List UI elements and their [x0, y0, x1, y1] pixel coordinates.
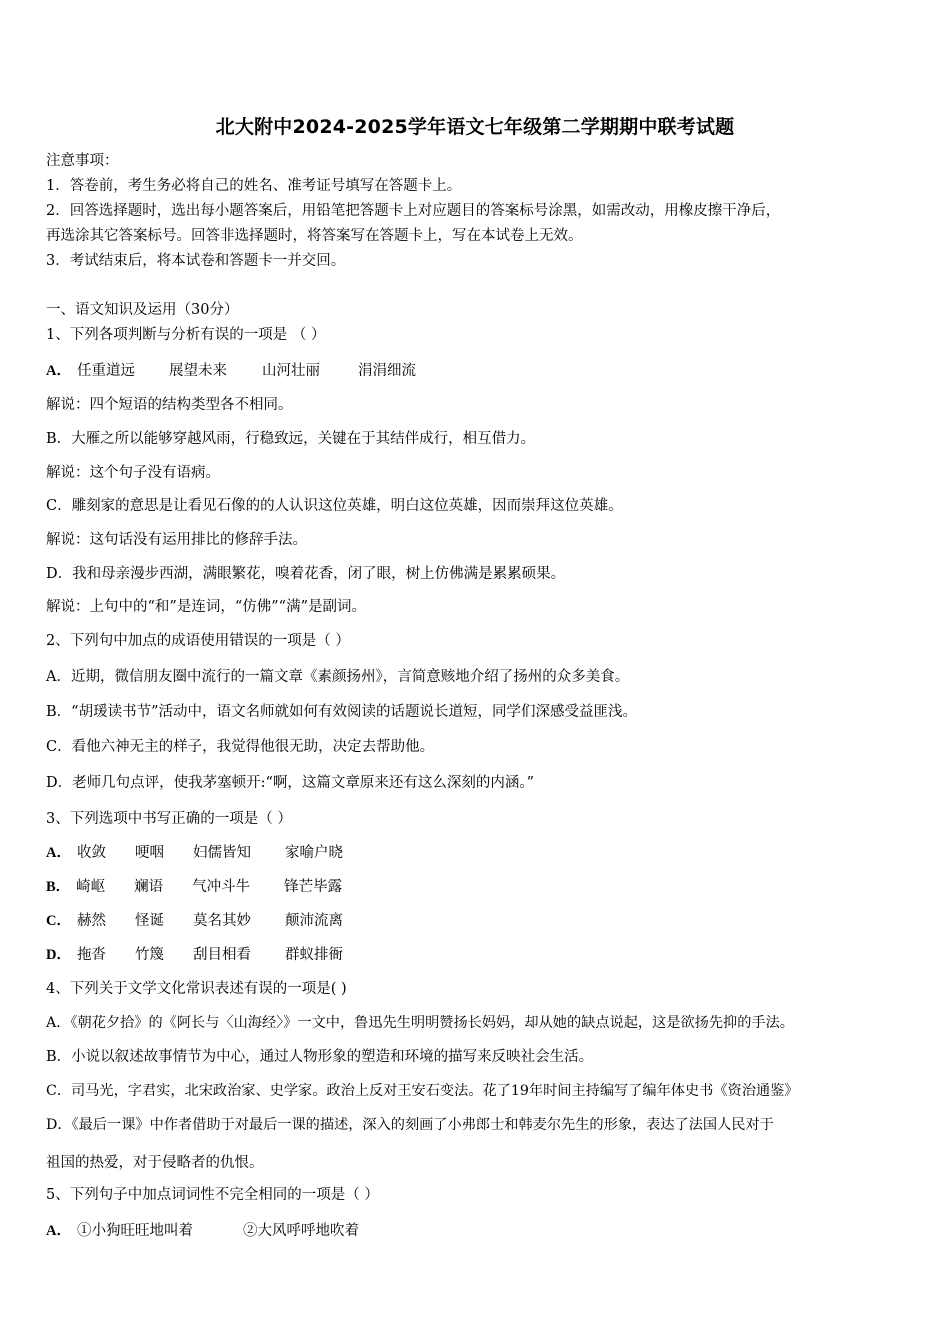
question-3-option-c: [46, 911, 916, 931]
option-word: 颠沛流离: [284, 913, 343, 929]
question-3-option-a: [46, 843, 916, 863]
option-part: ①小狗旺旺地叫着: [76, 1223, 193, 1239]
question-1-stem: 1、下列各项判断与分析有误的一项是 （ ）: [46, 327, 326, 343]
option-word: 竹篾: [134, 947, 164, 963]
option-word: 山河壮丽: [261, 363, 320, 379]
question-1-explanation-c: 解说：这句话没有运用排比的修辞手法。: [46, 532, 307, 548]
question-3-stem: 3、下列选项中书写正确的一项是（ ）: [46, 811, 292, 827]
question-3-option-b: [46, 877, 916, 897]
question-5-option-a: [46, 1221, 916, 1241]
question-1-option-a: [46, 361, 916, 381]
option-part: ②大风呼呼地吹着: [242, 1223, 359, 1239]
option-word: 群蚁排衙: [284, 947, 343, 963]
option-word: 斓语: [134, 879, 164, 895]
question-3-option-d: [46, 945, 916, 965]
question-4-option-a: A．《朝花夕拾》的《阿长与〈山海经〉》一文中，鲁迅先生明明赞扬长妈妈，却从她的缺点说起，这是欲扬先抑的手法。: [46, 1015, 794, 1031]
option-word: 赫然: [76, 913, 106, 929]
question-4-option-d-continued: 祖国的热爱，对于侵略者的仇恨。: [46, 1155, 264, 1171]
option-word: 怪诞: [134, 913, 164, 929]
option-word: 崎岖: [76, 879, 106, 895]
option-word: 刮目相看: [192, 947, 251, 963]
notice-item: 3．考试结束后，将本试卷和答题卡一并交回。: [46, 253, 346, 269]
question-2-option-b: B．“胡瑗读书节”活动中，语文名师就如何有效阅读的话题说长道短，同学们深感受益匪浅。: [46, 704, 637, 720]
option-word: 莫名其妙: [192, 913, 251, 929]
option-word: 哽咽: [134, 845, 164, 861]
option-label: B．: [46, 879, 71, 895]
option-word: 任重道远: [76, 363, 135, 379]
question-1-explanation-b: 解说：这个句子没有语病。: [46, 465, 220, 481]
question-1-explanation-a: 解说：四个短语的结构类型各不相同。: [46, 397, 293, 413]
question-2-stem: 2、下列句中加点的成语使用错误的一项是（ ）: [46, 633, 350, 649]
option-label: D．: [46, 947, 71, 963]
question-2-option-c: C．看他六神无主的样子，我觉得他很无助，决定去帮助他。: [46, 739, 435, 755]
option-word: 收敛: [76, 845, 106, 861]
option-word: 家喻户晓: [284, 845, 343, 861]
question-4-option-b: B．小说以叙述故事情节为中心，通过人物形象的塑造和环境的描写来反映社会生活。: [46, 1049, 594, 1065]
option-word: 展望未来: [168, 363, 227, 379]
option-label: A．: [46, 1223, 71, 1239]
question-2-option-d: D．老师几句点评，使我茅塞顿开:“啊，这篇文章原来还有这么深刻的内涵。”: [46, 775, 535, 791]
option-label: C．: [46, 913, 71, 929]
question-1-option-b: B．大雁之所以能够穿越风雨，行稳致远，关键在于其结伴成行，相互借力。: [46, 431, 536, 447]
option-label: A．: [46, 363, 71, 379]
option-word: 拖沓: [76, 947, 106, 963]
section-heading: 一、语文知识及运用（30分）: [46, 302, 239, 318]
option-word: 锋芒毕露: [284, 879, 343, 895]
notice-heading: 注意事项：: [46, 153, 119, 169]
notice-item: 2．回答选择题时，选出每小题答案后，用铅笔把答题卡上对应题目的答案标号涂黑，如需改动，用橡皮擦干净后，: [46, 203, 781, 219]
question-4-option-d: D．《最后一课》中作者借助于对最后一课的描述，深入的刻画了小弗郎士和韩麦尔先生的形象，表达了法国人民对于: [46, 1117, 774, 1133]
notice-item: 再选涂其它答案标号。回答非选择题时，将答案写在答题卡上，写在本试卷上无效。: [46, 228, 583, 244]
question-4-option-c: C．司马光，字君实，北宋政治家、史学家。政治上反对王安石变法。花了19年时间主持编写了编年体史书《资治通鉴》: [46, 1083, 799, 1099]
question-1-option-d: D．我和母亲漫步西湖，满眼繁花，嗅着花香，闭了眼，树上仿佛满是累累硕果。: [46, 566, 566, 582]
option-label: A．: [46, 845, 71, 861]
notice-item: 1．答卷前，考生务必将自己的姓名、准考证号填写在答题卡上。: [46, 178, 462, 194]
question-4-stem: 4、下列关于文学文化常识表述有误的一项是( ): [46, 981, 347, 997]
question-1-option-c: C．雕刻家的意思是让看见石像的的人认识这位英雄，明白这位英雄，因而崇拜这位英雄。: [46, 498, 623, 514]
page-title: 北大附中2024-2025学年语文七年级第二学期期中联考试题: [215, 116, 735, 138]
option-word: 妇儒皆知: [192, 845, 251, 861]
question-2-option-a: A．近期，微信朋友圈中流行的一篇文章《素颜扬州》，言简意赅地介绍了扬州的众多美食。: [46, 669, 630, 685]
option-word: 气冲斗牛: [192, 879, 251, 895]
question-1-explanation-d: 解说：上句中的“和”是连词，“仿佛”“满”是副词。: [46, 599, 366, 615]
question-5-stem: 5、下列句子中加点词词性不完全相同的一项是（ ）: [46, 1187, 379, 1203]
option-word: 涓涓细流: [357, 363, 416, 379]
